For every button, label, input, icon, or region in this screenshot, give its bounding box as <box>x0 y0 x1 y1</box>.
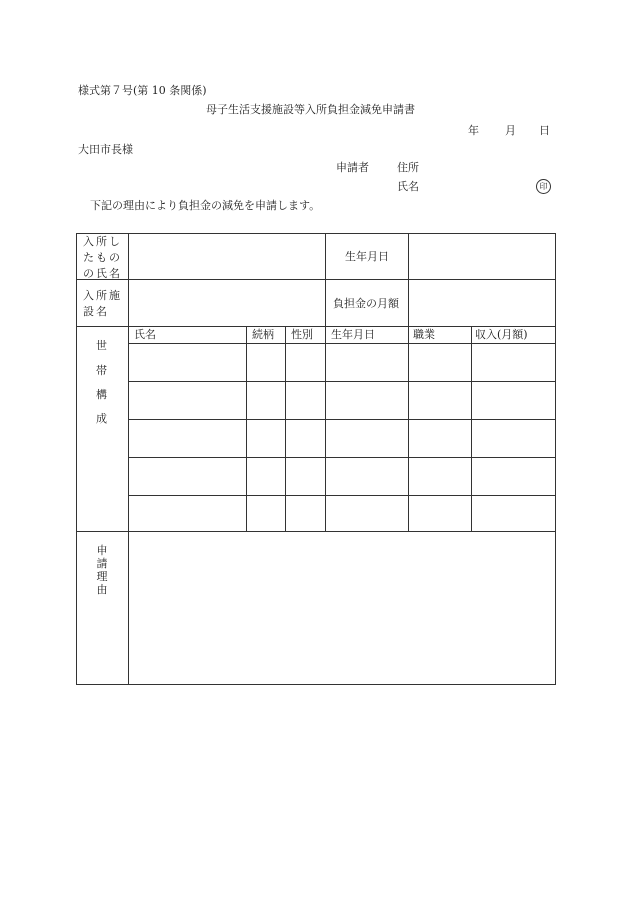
column-header-relationship: 続柄 <box>252 328 274 341</box>
household-label-char: 構 <box>96 388 107 401</box>
household-label-char: 世 <box>96 339 107 352</box>
facility-name-field[interactable] <box>129 280 325 326</box>
monthly-fee-field[interactable] <box>409 280 555 326</box>
column-header-income: 収入(月額) <box>475 328 528 341</box>
column-header-name: 氏名 <box>134 328 156 341</box>
birthdate-field[interactable] <box>409 235 555 279</box>
column-divider <box>471 326 472 531</box>
form-number: 様式第７号(第 10 条関係) <box>78 84 207 97</box>
row-divider <box>128 457 555 458</box>
applicant-label: 申請者 <box>336 161 369 174</box>
name-label: 氏名 <box>397 180 419 193</box>
date-day-label: 日 <box>539 124 550 137</box>
seal-icon: 印 <box>536 179 551 194</box>
resident-name-field[interactable] <box>129 235 325 279</box>
resident-name-label: 入所したものの氏名 <box>83 235 122 280</box>
column-divider <box>246 326 247 531</box>
form-title: 母子生活支援施設等入所負担金減免申請書 <box>206 103 415 116</box>
monthly-fee-label: 負担金の月額 <box>333 297 399 310</box>
column-header-birthdate: 生年月日 <box>331 328 375 341</box>
application-table <box>76 233 556 685</box>
addressee: 大田市長様 <box>78 143 133 156</box>
reason-field[interactable] <box>129 532 555 684</box>
row-divider <box>128 495 555 496</box>
household-label-char: 成 <box>96 412 107 425</box>
row-divider <box>128 381 555 382</box>
date-year-label: 年 <box>468 124 479 137</box>
column-divider <box>325 326 326 531</box>
row-divider <box>128 419 555 420</box>
column-divider <box>285 326 286 531</box>
date-month-label: 月 <box>505 124 516 137</box>
household-label-char: 帯 <box>96 364 107 377</box>
statement: 下記の理由により負担金の減免を申請します。 <box>90 199 321 212</box>
column-divider <box>408 326 409 531</box>
birthdate-label: 生年月日 <box>345 250 389 263</box>
address-label: 住所 <box>397 161 419 174</box>
column-header-occupation: 職業 <box>413 328 435 341</box>
column-header-gender: 性別 <box>291 328 313 341</box>
facility-name-label: 入所施設名 <box>83 289 122 318</box>
row-divider <box>128 343 555 344</box>
reason-label: 申請理由 <box>96 544 108 596</box>
column-divider <box>325 234 326 326</box>
